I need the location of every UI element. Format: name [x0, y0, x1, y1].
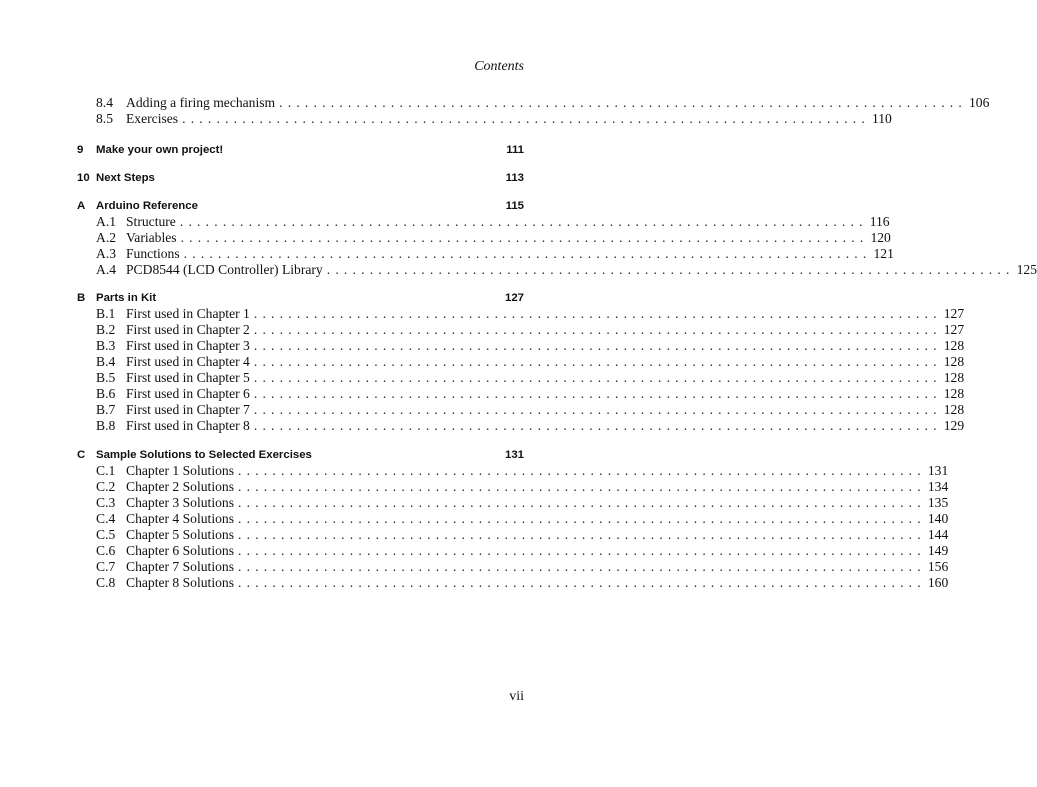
running-head: Contents [474, 59, 524, 74]
entry-number: C.3 [96, 495, 116, 510]
toc-entry[interactable] [96, 402, 965, 418]
toc-entry[interactable] [96, 214, 890, 230]
chapter-title: Next Steps [96, 172, 155, 184]
toc-entry[interactable] [96, 111, 892, 127]
appendix-title: Parts in Kit [96, 292, 157, 304]
entry-page: 128 [943, 370, 965, 385]
entry-number: C.8 [96, 575, 116, 590]
dot-leader: ................................................................................ [253, 322, 942, 337]
entry-page: 116 [869, 214, 890, 229]
entry-title: Chapter 4 Solutions [126, 511, 234, 526]
entry-title: First used in Chapter 2 [126, 322, 250, 337]
appendix-letter: A [77, 200, 86, 212]
entry-page: 160 [927, 575, 949, 590]
entry-title: Chapter 7 Solutions [126, 559, 234, 574]
entry-number: B.2 [96, 322, 116, 337]
appendix-title: Sample Solutions to Selected Exercises [96, 449, 312, 461]
entry-page: 135 [927, 495, 949, 510]
toc-entry[interactable] [96, 479, 949, 495]
entry-title: PCD8544 (LCD Controller) Library [126, 262, 323, 277]
entry-page: 128 [943, 386, 965, 401]
chapter-page: 111 [506, 144, 524, 156]
dot-leader: ................................................................................ [253, 402, 942, 417]
entry-number: A.1 [96, 214, 117, 229]
toc-entry[interactable] [96, 386, 965, 402]
appendix-page: 131 [504, 449, 524, 461]
toc-entry[interactable] [96, 354, 965, 370]
entry-number: B.3 [96, 338, 116, 353]
appendix-page: 127 [504, 292, 524, 304]
appendix-page: 115 [505, 200, 524, 212]
toc-entry[interactable] [96, 511, 949, 527]
dot-leader: ................................................................................ [253, 306, 942, 321]
toc-appendix[interactable] [77, 447, 524, 463]
entry-page: 128 [943, 402, 965, 417]
toc-entry[interactable] [96, 322, 965, 338]
dot-leader: ................................................................................ [238, 479, 926, 494]
toc-entry[interactable] [96, 262, 1037, 278]
dot-leader: ................................................................................ [253, 370, 942, 385]
toc-entry[interactable] [96, 575, 949, 591]
entry-title: Exercises [126, 111, 179, 126]
entry-title: Chapter 3 Solutions [126, 495, 234, 510]
toc-appendix[interactable] [77, 198, 524, 214]
toc-entry[interactable] [96, 306, 965, 322]
entry-number: B.1 [96, 306, 116, 321]
entry-number: C.1 [96, 463, 116, 478]
entry-number: B.6 [96, 386, 116, 401]
entry-title: Adding a firing mechanism [126, 95, 276, 110]
entry-number: A.4 [96, 262, 117, 277]
entry-title: Chapter 2 Solutions [126, 479, 234, 494]
entry-title: Chapter 1 Solutions [126, 463, 234, 478]
toc-entry[interactable] [96, 418, 965, 434]
entry-page: 125 [1016, 262, 1037, 277]
entry-number: 8.5 [96, 111, 113, 126]
dot-leader: ................................................................................ [238, 511, 926, 526]
entry-title: First used in Chapter 5 [126, 370, 250, 385]
entry-title: First used in Chapter 4 [126, 354, 250, 369]
dot-leader: ................................................................................ [253, 386, 942, 401]
dot-leader: ................................................................................ [326, 262, 1015, 277]
entry-page: 106 [969, 95, 990, 110]
toc-entry[interactable] [96, 463, 949, 479]
entry-page: 128 [943, 338, 965, 353]
entry-number: A.3 [96, 246, 117, 261]
entry-number: B.5 [96, 370, 116, 385]
entry-number: C.5 [96, 527, 116, 542]
entry-title: Structure [126, 214, 176, 229]
chapter-number: 9 [77, 144, 84, 156]
dot-leader: ................................................................................ [238, 463, 926, 478]
entry-page: 134 [927, 479, 949, 494]
chapter-page: 113 [505, 172, 524, 184]
toc-entry[interactable] [96, 527, 949, 543]
entry-title: Variables [126, 230, 177, 245]
toc-entry[interactable] [96, 230, 891, 246]
appendix-letter: B [77, 292, 86, 304]
dot-leader: ................................................................................ [180, 230, 869, 245]
entry-number: C.4 [96, 511, 116, 526]
dot-leader: ................................................................................ [179, 214, 868, 229]
dot-leader: ................................................................................ [279, 95, 967, 110]
entry-number: B.4 [96, 354, 116, 369]
appendix-title: Arduino Reference [96, 200, 198, 212]
toc-entry[interactable] [96, 246, 894, 262]
dot-leader: ................................................................................ [182, 111, 870, 126]
entry-page: 144 [927, 527, 949, 542]
entry-page: 131 [927, 463, 949, 478]
entry-title: First used in Chapter 7 [126, 402, 250, 417]
entry-page: 121 [873, 246, 894, 261]
dot-leader: ................................................................................ [253, 338, 942, 353]
entry-page: 120 [870, 230, 891, 245]
dot-leader: ................................................................................ [238, 527, 926, 542]
entry-title: First used in Chapter 1 [126, 306, 250, 321]
toc-entry[interactable] [96, 338, 965, 354]
entry-number: B.7 [96, 402, 116, 417]
dot-leader: ................................................................................ [253, 418, 942, 433]
entry-number: B.8 [96, 418, 116, 433]
toc-chapter[interactable] [77, 142, 524, 158]
entry-title: Chapter 6 Solutions [126, 543, 234, 558]
entry-page: 129 [943, 418, 965, 433]
entry-page: 127 [943, 306, 965, 321]
toc-entry[interactable] [96, 95, 990, 111]
toc-entry[interactable] [96, 495, 949, 511]
chapter-title: Make your own project! [96, 144, 224, 156]
entry-page: 156 [927, 559, 949, 574]
dot-leader: ................................................................................ [238, 495, 926, 510]
entry-title: Functions [126, 246, 180, 261]
toc-entry[interactable] [96, 370, 965, 386]
entry-title: Chapter 5 Solutions [126, 527, 234, 542]
entry-title: First used in Chapter 8 [126, 418, 250, 433]
entry-page: 140 [927, 511, 949, 526]
entry-number: C.7 [96, 559, 116, 574]
dot-leader: ................................................................................ [183, 246, 872, 261]
entry-page: 128 [943, 354, 965, 369]
dot-leader: ................................................................................ [238, 559, 926, 574]
entry-title: First used in Chapter 6 [126, 386, 250, 401]
toc-entry[interactable] [96, 559, 949, 575]
entry-title: First used in Chapter 3 [126, 338, 250, 353]
dot-leader: ................................................................................ [253, 354, 942, 369]
entry-page: 127 [943, 322, 965, 337]
toc-appendix[interactable] [77, 290, 524, 306]
appendix-letter: C [77, 449, 86, 461]
dot-leader: ................................................................................ [238, 543, 926, 558]
entry-number: C.2 [96, 479, 116, 494]
toc-entry[interactable] [96, 543, 949, 559]
toc-chapter[interactable] [77, 170, 524, 186]
dot-leader: ................................................................................ [238, 575, 926, 590]
entry-page: 110 [871, 111, 892, 126]
entry-number: A.2 [96, 230, 117, 245]
entry-page: 149 [927, 543, 949, 558]
entry-number: C.6 [96, 543, 116, 558]
entry-title: Chapter 8 Solutions [126, 575, 234, 590]
entry-number: 8.4 [96, 95, 113, 110]
page-number: vii [509, 689, 524, 704]
chapter-number: 10 [77, 172, 90, 184]
